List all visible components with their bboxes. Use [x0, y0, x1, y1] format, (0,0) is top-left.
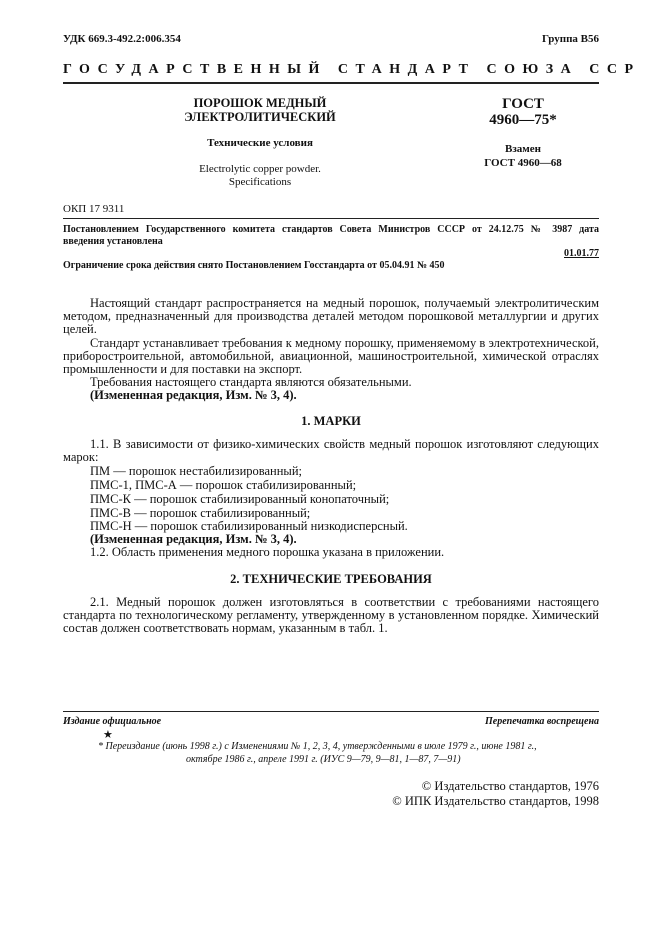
- section-1-p2: 1.2. Область применения медного порошка указана в приложении.: [90, 545, 445, 559]
- title-line-2: ЭЛЕКТРОЛИТИЧЕСКИЙ: [184, 110, 336, 124]
- grade-item: ПМС-Н — порошок стабилизированный низкодисперсный.: [90, 519, 408, 533]
- reissue-note-line-1: * Переиздание (июнь 1998 г.) с Изменениями № 1, 2, 3, 4, утвержденными в июле 1979 г., июне 1981 г.,: [98, 741, 537, 752]
- decree-line-1: Постановлением Государственного комитета стандартов Совета Министров СССР от 24.12.75 № 3987 дата: [63, 224, 599, 235]
- grade-item: ПМ — порошок нестабилизированный;: [90, 464, 302, 478]
- star-icon: ★: [103, 729, 113, 741]
- section-2-p1-line-1: 2.1. Медный порошок должен изготовляться в соответствии с требованиями настоящего: [90, 595, 599, 609]
- section-2-p1-line-3: состав должен соответствовать нормам, указанным в табл. 1.: [63, 621, 388, 635]
- section-2-p1-line-2: стандарта по технологическому регламенту, утвержденному в установленном порядке. Химический: [63, 608, 599, 622]
- subtitle: Технические условия: [207, 137, 313, 149]
- title-line-1: ПОРОШОК МЕДНЫЙ: [193, 96, 327, 110]
- english-title-line-2: Specifications: [228, 176, 292, 188]
- decree-line-2: введения установлена: [63, 236, 163, 247]
- reprint-prohibited-label: Перепечатка воспрещена: [485, 716, 599, 727]
- english-title-line-1: Electrolytic copper powder.: [199, 163, 321, 175]
- intro-p2-line-2: приборостроительной, автомобильной, авиационной, машиностроительной, химической отраслях: [63, 349, 599, 363]
- intro-p2-line-1: Стандарт устанавливает требования к медному порошку, применяемому в электротехнической,: [90, 336, 599, 350]
- gost-number: 4960—75*: [489, 112, 557, 128]
- intro-p1-line-1: Настоящий стандарт распространяется на медный порошок, получаемый электролитическим: [90, 296, 599, 310]
- section-1-p1-line-2: марок:: [63, 450, 99, 464]
- grade-item: ПМС-1, ПМС-А — порошок стабилизированный;: [90, 478, 357, 492]
- copyright-1998: © ИПК Издательство стандартов, 1998: [392, 794, 599, 808]
- okp-rule: [63, 218, 599, 219]
- reissue-note-line-2: октябре 1986 г., апреле 1991 г. (ИУС 9—79, 9—81, 1—87, 7—91): [186, 754, 461, 765]
- grade-item: ПМС-К — порошок стабилизированный конопаточный;: [90, 492, 390, 506]
- intro-p1-line-3: целей.: [63, 322, 97, 336]
- section-1-p1-line-1: 1.1. В зависимости от физико-химических свойств медный порошок изготовляют следующих: [90, 437, 599, 451]
- intro-p3: Требования настоящего стандарта являются обязательными.: [90, 375, 412, 389]
- gost-label: ГОСТ: [502, 96, 544, 112]
- section-1-edition-note: (Измененная редакция, Изм. № 3, 4).: [90, 532, 297, 546]
- section-1-heading: 1. МАРКИ: [301, 414, 361, 428]
- intro-edition-note: (Измененная редакция, Изм. № 3, 4).: [90, 388, 297, 402]
- intro-p1-line-2: методом, предназначенный для производства деталей методом порошковой металлургии и других: [63, 309, 599, 323]
- copyright-1976: © Издательство стандартов, 1976: [421, 779, 599, 793]
- replaces-label: Взамен: [505, 143, 541, 155]
- okp-code: ОКП 17 9311: [63, 203, 125, 215]
- introduction-date: 01.01.77: [564, 248, 599, 259]
- standard-banner: ГОСУДАРСТВЕННЫЙ СТАНДАРТ СОЮЗА ССР: [63, 62, 641, 77]
- intro-p2-line-3: промышленности и для поставки на экспорт.: [63, 362, 303, 376]
- footer-rule: [63, 711, 599, 712]
- replaces-value: ГОСТ 4960—68: [484, 157, 562, 169]
- grade-item: ПМС-В — порошок стабилизированный;: [90, 506, 311, 520]
- group-code: Группа В56: [541, 33, 599, 45]
- official-edition-label: Издание официальное: [63, 716, 162, 727]
- udc-code: УДК 669.3-492.2:006.354: [63, 33, 181, 45]
- banner-rule: [63, 82, 599, 84]
- section-2-heading: 2. ТЕХНИЧЕСКИЕ ТРЕБОВАНИЯ: [230, 572, 432, 586]
- validity-limit-note: Ограничение срока действия снято Постановлением Госстандарта от 05.04.91 № 450: [63, 260, 445, 271]
